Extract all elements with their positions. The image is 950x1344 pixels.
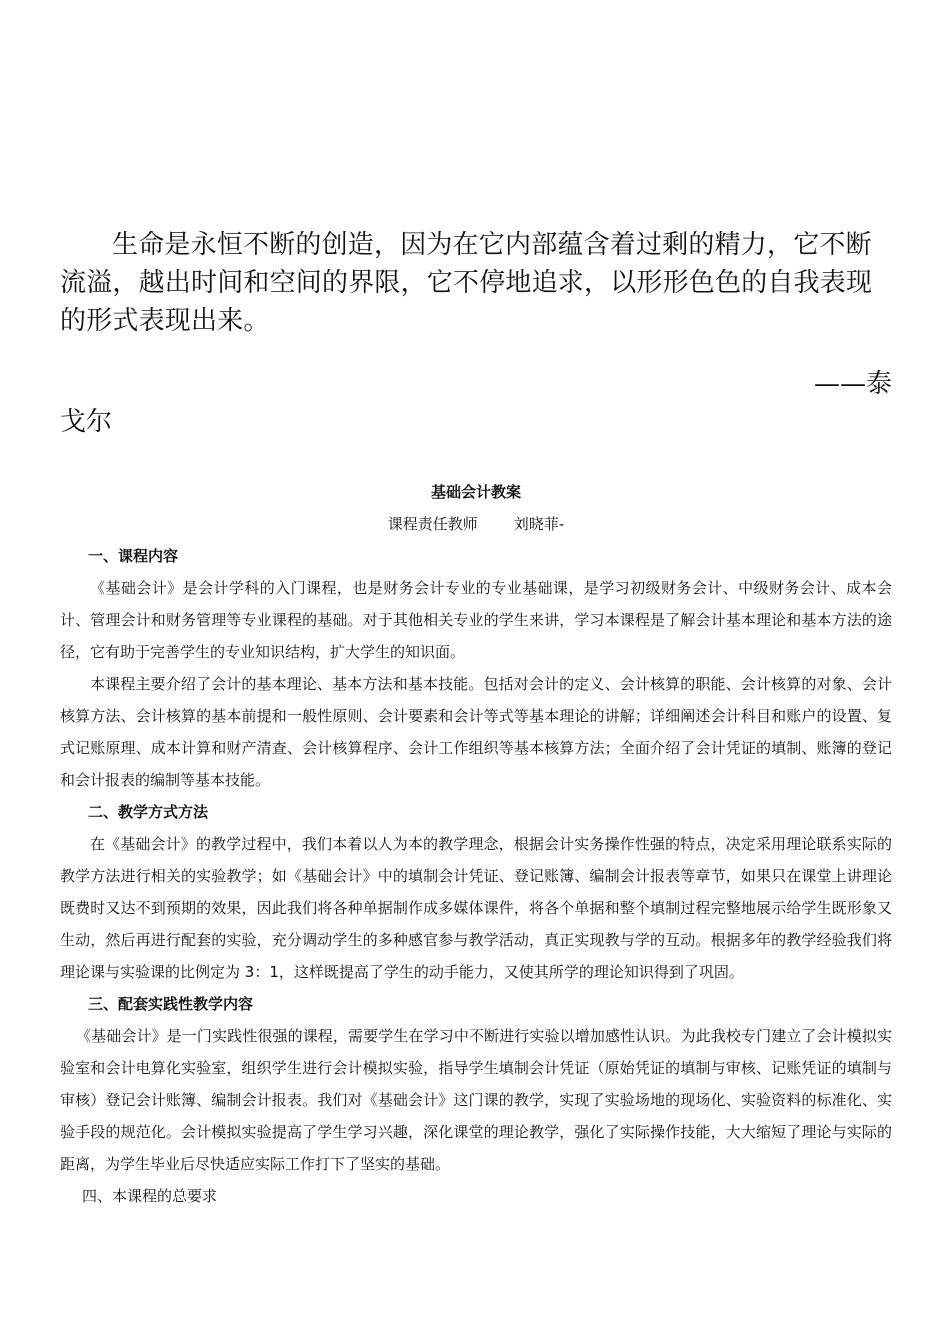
section-heading-course-content: 一、课程内容 bbox=[88, 547, 179, 565]
attribution-name: 戈尔 bbox=[60, 407, 113, 437]
teacher-line bbox=[60, 508, 892, 540]
paragraph-teaching-methods: 在《基础会计》的教学过程中，我们本着以人为本的教学理念，根据会计实务操作性强的特点，决定采用理论联系实际的教学方法进行相关的实验教学；如《基础会计》中的填制会计凭证、登记账簿、编制会计报表等章节，如果只在课堂上讲理论既费时又达不到预期的效果，因此我们将各种单据制作成多媒体课件，将各个单据和整个填制过程完整地展示给学生既形象又生动，然后再进行配套的实验，充分调动学生的多种感官参与教学活动，真正实现教与学的互动。根据多年的教学经验我们将理论课与实验课的比例定为 3：1，这样既提高了学生的动手能力，又使其所学的理论知识得到了巩固。 bbox=[60, 835, 892, 981]
quote-text: 生命是永恒不断的创造，因为在它内部蕴含着过剩的精力，它不断流溢，越出时间和空间的界限，它不停地追求，以形形色色的自我表现的形式表现出来。 bbox=[60, 230, 873, 336]
teacher-name: 刘晓菲- bbox=[513, 515, 565, 533]
section-heading-teaching-methods: 二、教学方式方法 bbox=[88, 803, 209, 821]
lesson-plan bbox=[60, 476, 892, 1212]
teacher-label: 课程责任教师 bbox=[387, 515, 478, 533]
lesson-plan-title: 基础会计教案 bbox=[430, 483, 521, 501]
paragraph-course-intro: 《基础会计》是会计学科的入门课程，也是财务会计专业的专业基础课，是学习初级财务会计、中级财务会计、成本会计、管理会计和财务管理等专业课程的基础。对于其他相关专业的学生来讲，学习本课程是了解会计基本理论和基本方法的途径，它有助于完善学生的专业知识结构，扩大学生的知识面。 bbox=[60, 579, 892, 661]
paragraph-course-scope: 本课程主要介绍了会计的基本理论、基本方法和基本技能。包括对会计的定义、会计核算的职能、会计核算的对象、会计核算方法、会计核算的基本前提和一般性原则、会计要素和会计等式等基本理论的讲解；详细阐述会计科目和账户的设置、复式记账原理、成本计算和财产清查、会计核算程序、会计工作组织等基本核算方法；全面介绍了会计凭证的填制、账簿的登记和会计报表的编制等基本技能。 bbox=[60, 675, 892, 789]
section-heading-general-requirements: 四、本课程的总要求 bbox=[82, 1187, 218, 1205]
paragraph-practice-content: 《基础会计》是一门实践性很强的课程，需要学生在学习中不断进行实验以增加感性认识。为此我校专门建立了会计模拟实验室和会计电算化实验室，组织学生进行会计模拟实验，指导学生填制会计凭证（原始凭证的填制与审核、记账凭证的填制与审核）登记会计账簿、编制会计报表。我们对《基础会计》这门课的教学，实现了实验场地的现场化、实验资料的标准化、实验手段的规范化。会计模拟实验提高了学生学习兴趣，深化课堂的理论教学，强化了实际操作技能，大大缩短了理论与实际的距离，为学生毕业后尽快适应实际工作打下了坚实的基础。 bbox=[60, 1027, 892, 1173]
attribution-dash: ——泰 bbox=[813, 369, 892, 399]
quote-attribution bbox=[60, 365, 892, 441]
section-heading-practice-content: 三、配套实践性教学内容 bbox=[88, 995, 254, 1013]
